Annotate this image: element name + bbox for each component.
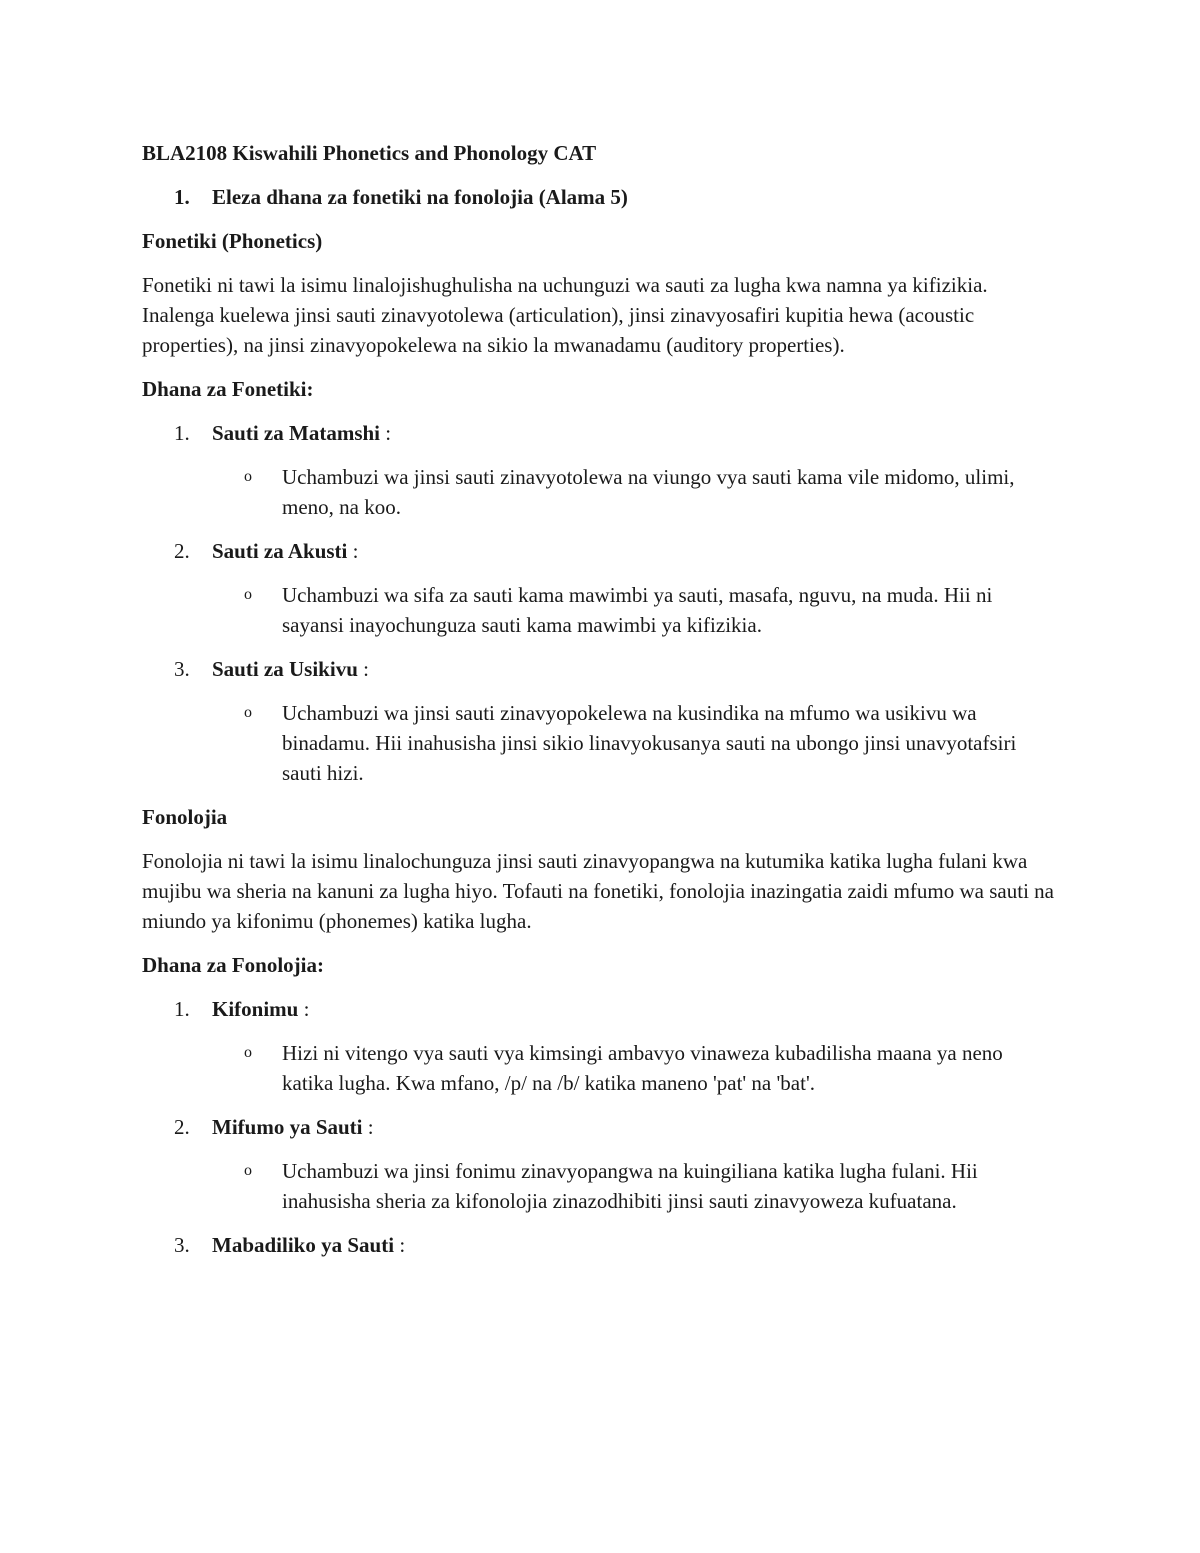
fonolojia-item-2-desc	[142, 1156, 1062, 1216]
fonolojia-item-1-desc	[142, 1038, 1062, 1098]
document-title: BLA2108 Kiswahili Phonetics and Phonology CAT	[142, 141, 597, 165]
list-term: Kifonimu	[212, 997, 299, 1021]
bullet-icon: o	[244, 586, 252, 603]
list-colon: :	[362, 1115, 374, 1139]
question-number: 1.	[174, 185, 190, 209]
bullet-icon: o	[244, 1162, 252, 1179]
list-description: Uchambuzi wa sifa za sauti kama mawimbi ya sauti, masafa, nguvu, na muda. Hii ni sayansi inayochunguza sauti kama mawimbi ya kifizikia.	[282, 583, 993, 637]
question-text: Eleza dhana za fonetiki na fonolojia (Alama 5)	[212, 185, 628, 209]
list-term: Sauti za Akusti	[212, 539, 348, 563]
bullet-icon: o	[244, 468, 252, 485]
fonetiki-item-3-desc	[142, 698, 1062, 788]
fonetiki-item-3	[142, 654, 1062, 684]
list-number: 3.	[174, 1233, 190, 1257]
fonolojia-paragraph: Fonolojia ni tawi la isimu linalochunguza jinsi sauti zinavyopangwa na kutumika katika lugha fulani kwa mujibu wa sheria na kanuni za lugha hiyo. Tofauti na fonetiki, fonolojia inazingatia zaidi mfumo wa sauti na miundo ya kifonimu (phonemes) katika lugha.	[142, 849, 1054, 933]
fonolojia-heading: Fonolojia	[142, 805, 228, 829]
fonolojia-concepts-heading: Dhana za Fonolojia:	[142, 953, 325, 977]
fonetiki-heading: Fonetiki (Phonetics)	[142, 229, 323, 253]
fonetiki-item-1	[142, 418, 1062, 448]
list-description: Uchambuzi wa jinsi fonimu zinavyopangwa na kuingiliana katika lugha fulani. Hii inahusisha sheria za kifonolojia zinazodhibiti jinsi sauti zinavyoweza kufuatana.	[282, 1159, 978, 1213]
fonolojia-item-1	[142, 994, 1062, 1024]
list-term: Sauti za Matamshi	[212, 421, 380, 445]
list-colon: :	[298, 997, 310, 1021]
bullet-icon: o	[244, 704, 252, 721]
fonetiki-item-2	[142, 536, 1062, 566]
list-term: Sauti za Usikivu	[212, 657, 358, 681]
fonetiki-item-2-desc	[142, 580, 1062, 640]
fonolojia-item-3	[142, 1230, 1062, 1260]
document-page	[142, 138, 1062, 1274]
list-colon: :	[347, 539, 359, 563]
list-term: Mifumo ya Sauti	[212, 1115, 363, 1139]
list-description: Uchambuzi wa jinsi sauti zinavyotolewa na viungo vya sauti kama vile midomo, ulimi, meno, na koo.	[282, 465, 1015, 519]
list-colon: :	[357, 657, 369, 681]
list-colon: :	[380, 421, 392, 445]
fonetiki-paragraph: Fonetiki ni tawi la isimu linalojishughulisha na uchunguzi wa sauti za lugha kwa namna ya kifizikia. Inalenga kuelewa jinsi sauti zinavyotolewa (articulation), jinsi zinavyosafiri kupitia hewa (acoustic properties), na jinsi zinavyopokelewa na sikio la mwanadamu (auditory properties).	[142, 273, 988, 357]
list-number: 1.	[174, 421, 190, 445]
list-number: 1.	[174, 997, 190, 1021]
fonetiki-item-1-desc	[142, 462, 1062, 522]
list-number: 2.	[174, 1115, 190, 1139]
bullet-icon: o	[244, 1044, 252, 1061]
list-number: 2.	[174, 539, 190, 563]
list-description: Uchambuzi wa jinsi sauti zinavyopokelewa na kusindika na mfumo wa usikivu wa binadamu. Hii inahusisha jinsi sikio linavyokusanya sauti na ubongo jinsi unavyotafsiri sauti hizi.	[282, 701, 1017, 785]
list-term: Mabadiliko ya Sauti	[212, 1233, 395, 1257]
list-description: Hizi ni vitengo vya sauti vya kimsingi ambavyo vinaweza kubadilisha maana ya neno katika lugha. Kwa mfano, /p/ na /b/ katika maneno 'pat' na 'bat'.	[282, 1041, 1003, 1095]
fonolojia-item-2	[142, 1112, 1062, 1142]
list-number: 3.	[174, 657, 190, 681]
question-1	[142, 182, 1062, 212]
list-colon: :	[394, 1233, 406, 1257]
fonetiki-concepts-heading: Dhana za Fonetiki:	[142, 377, 314, 401]
